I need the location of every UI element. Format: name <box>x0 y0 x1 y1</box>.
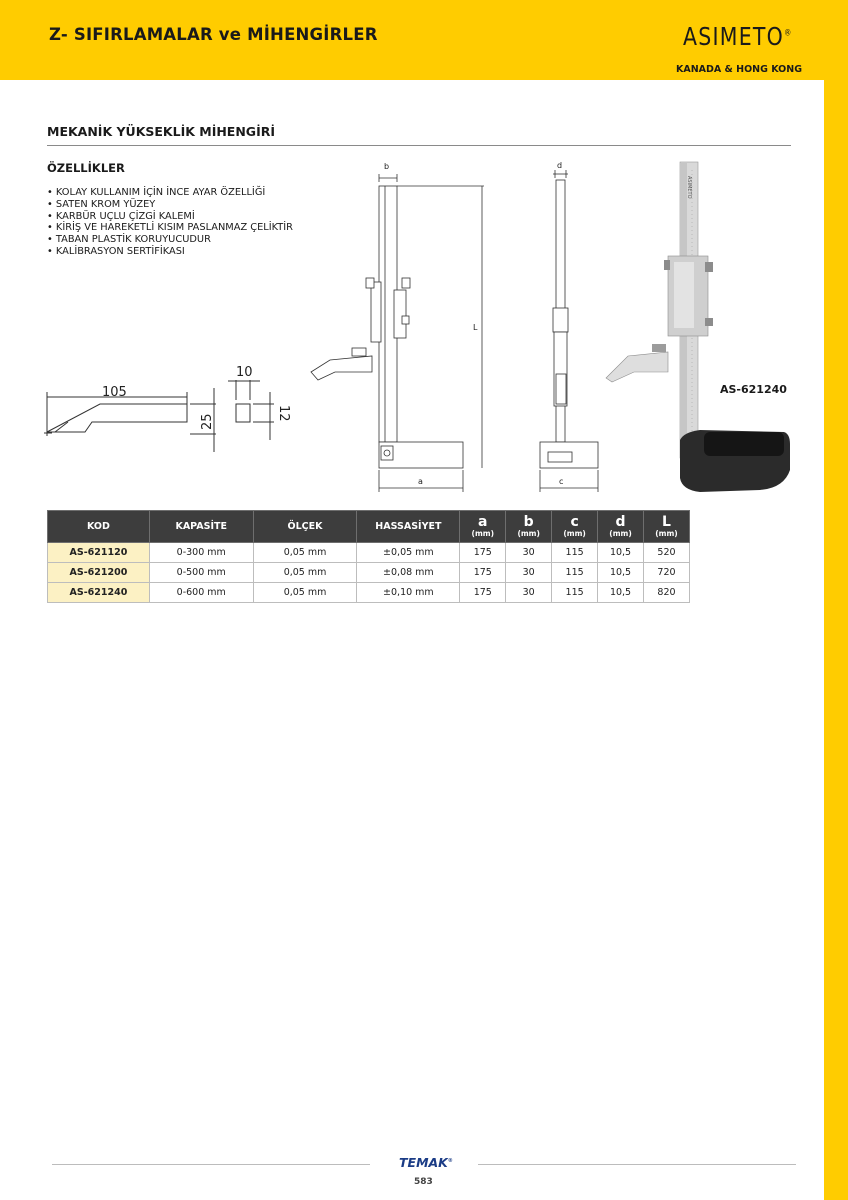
cell-L: 520 <box>644 543 690 563</box>
dim-label-d: d <box>557 161 563 170</box>
feature-item: • KARBÜR UÇLU ÇİZGİ KALEMİ <box>47 211 293 223</box>
footer-brand-name: TEMAK <box>399 1155 448 1170</box>
cell-olcek: 0,05 mm <box>253 583 357 603</box>
dim-label-b: b <box>384 162 390 171</box>
cell-b: 30 <box>506 543 552 563</box>
dim-scriber-width: 10 <box>236 365 253 380</box>
cell-hassasiyet: ±0,08 mm <box>357 563 460 583</box>
features-title: ÖZELLİKLER <box>47 161 125 175</box>
cell-b: 30 <box>506 563 552 583</box>
gauge-front-view <box>311 174 484 492</box>
product-photo <box>606 162 790 492</box>
feature-item: • KALİBRASYON SERTİFİKASI <box>47 246 293 258</box>
dim-label-a: a <box>418 477 423 486</box>
cell-a: 175 <box>460 583 506 603</box>
cell-d: 10,5 <box>598 543 644 563</box>
photo-scale-text: ASIMETO <box>686 176 692 199</box>
header-olcek: ÖLÇEK <box>253 511 357 543</box>
header-kod: KOD <box>48 511 150 543</box>
footer-brand-logo <box>399 1155 453 1170</box>
cell-L: 820 <box>644 583 690 603</box>
footer-brand-mark: ® <box>447 1157 453 1164</box>
cell-kapasite: 0-300 mm <box>149 543 253 563</box>
feature-item: • SATEN KROM YÜZEY <box>47 199 293 211</box>
brand-subtitle: KANADA & HONG KONG <box>676 64 802 75</box>
header-a: a (mm) <box>460 511 506 543</box>
cell-hassasiyet: ±0,10 mm <box>357 583 460 603</box>
dim-scriber-length: 105 <box>102 385 127 400</box>
cell-kapasite: 0-600 mm <box>149 583 253 603</box>
footer-rule-right <box>478 1164 796 1165</box>
cell-olcek: 0,05 mm <box>253 563 357 583</box>
header-kapasite: KAPASİTE <box>149 511 253 543</box>
dim-label-c: c <box>559 477 564 486</box>
dim-label-L: L <box>473 323 478 332</box>
feature-item: • KOLAY KULLANIM İÇİN İNCE AYAR ÖZELLİĞİ <box>47 187 293 199</box>
cell-kod: AS-621120 <box>48 543 150 563</box>
technical-drawing <box>0 0 848 500</box>
table-header-row <box>48 511 690 543</box>
feature-item: • KİRİŞ VE HAREKETLİ KISIM PASLANMAZ ÇELİKTİR <box>47 222 293 234</box>
cell-a: 175 <box>460 543 506 563</box>
header-L: L (mm) <box>644 511 690 543</box>
table-row <box>48 583 690 603</box>
header-d: d (mm) <box>598 511 644 543</box>
cell-olcek: 0,05 mm <box>253 543 357 563</box>
cell-a: 175 <box>460 563 506 583</box>
header-b: b (mm) <box>506 511 552 543</box>
cell-b: 30 <box>506 583 552 603</box>
page-number: 583 <box>414 1177 433 1187</box>
section-title: MEKANİK YÜKSEKLİK MİHENGİRİ <box>47 124 275 139</box>
cell-L: 720 <box>644 563 690 583</box>
brand-name: ASIMETO <box>683 22 785 51</box>
dim-scriber-height-a: 25 <box>200 413 215 430</box>
cell-c: 115 <box>552 583 598 603</box>
cell-d: 10,5 <box>598 563 644 583</box>
cell-d: 10,5 <box>598 583 644 603</box>
gauge-side-view <box>540 170 598 492</box>
page-title: Z- SIFIRLAMALAR ve MİHENGİRLER <box>49 25 378 44</box>
table-row <box>48 543 690 563</box>
brand-registered-mark: ® <box>784 28 793 39</box>
header-hassasiyet: HASSASİYET <box>357 511 460 543</box>
scriber-detail <box>44 380 274 452</box>
cell-hassasiyet: ±0,05 mm <box>357 543 460 563</box>
footer-rule-left <box>52 1164 370 1165</box>
cell-kod: AS-621200 <box>48 563 150 583</box>
cell-c: 115 <box>552 563 598 583</box>
header-c: c (mm) <box>552 511 598 543</box>
cell-kod: AS-621240 <box>48 583 150 603</box>
table-row <box>48 563 690 583</box>
model-label: AS-621240 <box>720 383 787 396</box>
dim-scriber-height-b: 12 <box>276 405 291 422</box>
cell-kapasite: 0-500 mm <box>149 563 253 583</box>
cell-c: 115 <box>552 543 598 563</box>
feature-item: • TABAN PLASTİK KORUYUCUDUR <box>47 234 293 246</box>
spec-table <box>47 510 690 603</box>
